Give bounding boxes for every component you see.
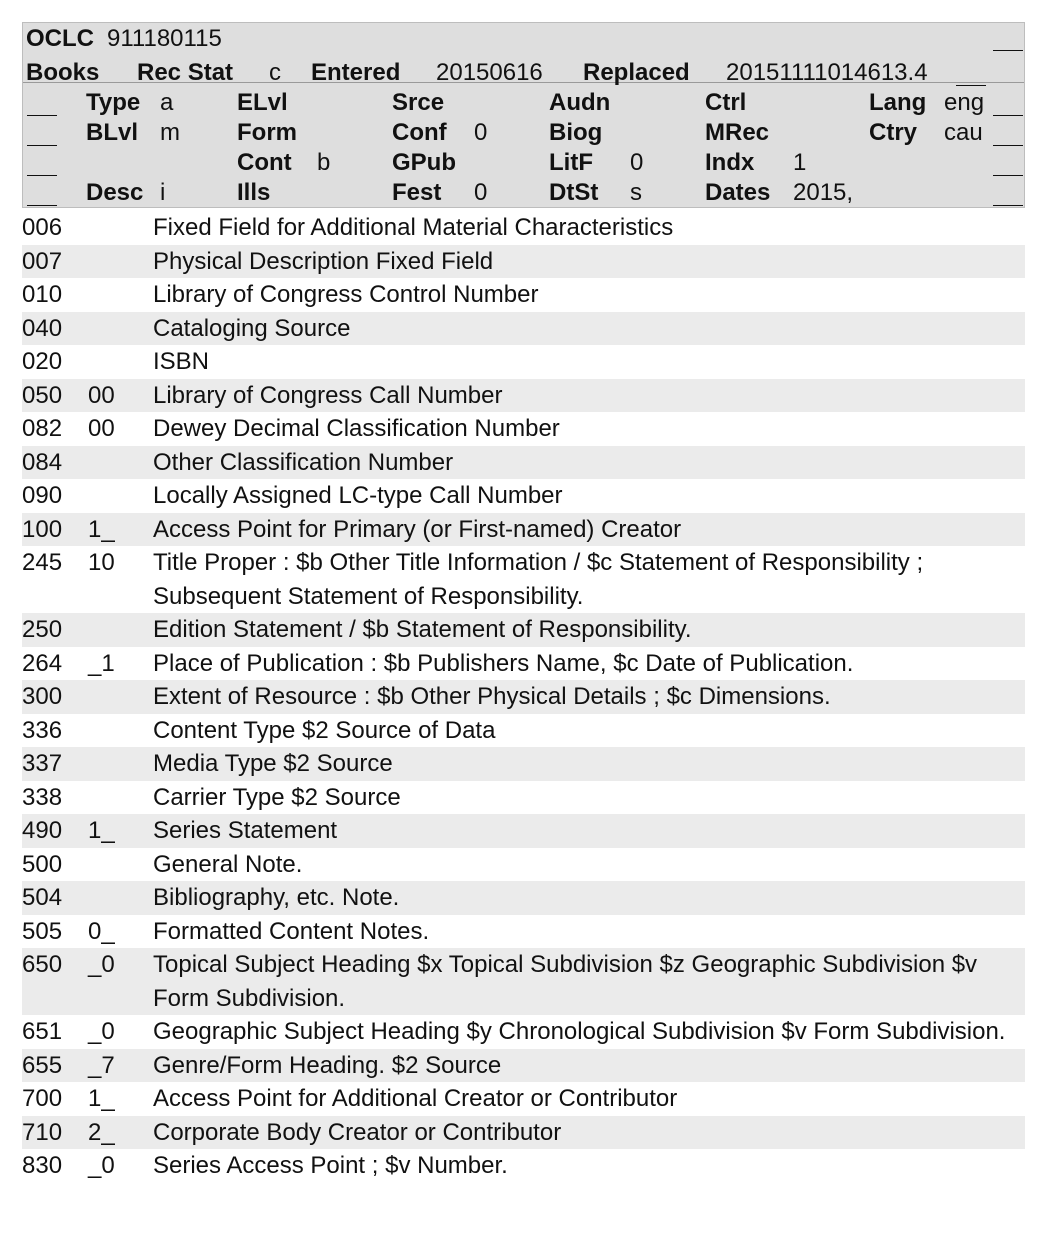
field-description: Access Point for Primary (or First-named) Creator [153, 515, 682, 543]
field-description: Fixed Field for Additional Material Characteristics [153, 214, 674, 241]
marc-field-row[interactable] [22, 1082, 1025, 1116]
blvl-value[interactable]: m [160, 119, 180, 146]
marc-field-row[interactable] [22, 379, 1025, 413]
field-indicators: 1_ [88, 817, 115, 844]
field-tag: 084 [22, 448, 63, 476]
blank-underline [27, 145, 57, 146]
oclc-label: OCLC [26, 25, 94, 52]
field-description: Bibliography, etc. Note. [153, 884, 400, 911]
field-tag: 336 [22, 716, 63, 744]
marc-field-row[interactable] [22, 1149, 1025, 1183]
conf-value[interactable]: 0 [474, 119, 488, 146]
marc-field-row[interactable] [22, 312, 1025, 346]
field-description: Extent of Resource : $b Other Physical Details ; $c Dimensions. [153, 683, 831, 710]
oclc-number: 911180115 [107, 25, 222, 52]
marc-field-row[interactable] [22, 546, 1025, 613]
field-description: Series Access Point ; $v Number. [153, 1152, 508, 1179]
ctry-value[interactable]: cau [944, 119, 983, 146]
marc-field-row[interactable] [22, 781, 1025, 815]
field-tag: 700 [22, 1085, 63, 1112]
marc-field-list [22, 211, 1025, 1183]
marc-field-row[interactable] [22, 479, 1025, 513]
blank-underline [27, 205, 57, 206]
field-tag: 500 [22, 850, 63, 878]
field-tag: 338 [22, 783, 63, 811]
field-indicators: 00 [88, 415, 115, 442]
blank-underline [956, 85, 986, 86]
form-label: Form [237, 119, 297, 146]
field-indicators: 1_ [88, 515, 115, 543]
replaced-value[interactable]: 20151111014613.4 [726, 59, 928, 86]
field-tag: 264 [22, 649, 63, 677]
field-indicators: 10 [88, 549, 115, 576]
field-tag: 650 [22, 951, 63, 978]
biog-label: Biog [549, 119, 603, 146]
field-tag: 505 [22, 917, 63, 945]
desc-label: Desc [86, 179, 144, 206]
marc-field-row[interactable] [22, 680, 1025, 714]
field-description: Dewey Decimal Classification Number [153, 415, 560, 442]
field-description: Series Statement [153, 817, 338, 844]
marc-field-row[interactable] [22, 1015, 1025, 1049]
marc-field-row[interactable] [22, 278, 1025, 312]
field-indicators: 0_ [88, 917, 115, 945]
ctry-label: Ctry [869, 119, 918, 146]
entered-label: Entered [311, 59, 401, 86]
srce-label: Srce [392, 89, 445, 116]
field-description: Carrier Type $2 Source [153, 783, 401, 811]
marc-field-row[interactable] [22, 412, 1025, 446]
field-tag: 651 [22, 1018, 63, 1045]
marc-field-row[interactable] [22, 613, 1025, 647]
marc-field-row[interactable] [22, 1049, 1025, 1083]
ills-label: Ills [237, 179, 271, 206]
desc-value[interactable]: i [160, 179, 166, 206]
field-description: ISBN [153, 348, 210, 375]
field-tag: 655 [22, 1051, 63, 1079]
marc-field-row[interactable] [22, 245, 1025, 279]
marc-field-row[interactable] [22, 513, 1025, 547]
field-tag: 250 [22, 616, 63, 643]
field-description: Cataloging Source [153, 314, 351, 342]
blank-underline [993, 115, 1023, 116]
field-tag: 082 [22, 415, 63, 442]
gpub-label: GPub [392, 149, 456, 176]
marc-field-row[interactable] [22, 647, 1025, 681]
litf-label: LitF [549, 149, 593, 176]
lang-value[interactable]: eng [944, 89, 985, 116]
dtst-label: DtSt [549, 179, 599, 206]
dtst-value[interactable]: s [630, 179, 642, 206]
field-indicators: _7 [88, 1051, 115, 1079]
type-label: Type [86, 89, 141, 116]
blank-underline [993, 175, 1023, 176]
field-tag: 090 [22, 482, 63, 509]
field-indicators: _1 [88, 649, 115, 677]
type-value[interactable]: a [160, 89, 174, 116]
rec-stat-value[interactable]: c [269, 59, 281, 86]
field-tag: 007 [22, 247, 63, 275]
field-description: Library of Congress Control Number [153, 281, 539, 308]
litf-value[interactable]: 0 [630, 149, 644, 176]
marc-field-row[interactable] [22, 211, 1025, 245]
marc-field-row[interactable] [22, 948, 1025, 1015]
field-tag: 100 [22, 515, 63, 543]
cont-label: Cont [237, 149, 292, 176]
field-description: Media Type $2 Source [153, 750, 393, 777]
field-tag: 040 [22, 314, 63, 342]
marc-field-row[interactable] [22, 345, 1025, 379]
marc-field-row[interactable] [22, 814, 1025, 848]
marc-field-row[interactable] [22, 881, 1025, 915]
ctrl-label: Ctrl [705, 89, 747, 116]
marc-field-row[interactable] [22, 446, 1025, 480]
blank-underline [993, 205, 1023, 206]
fixed-field-header [22, 22, 1025, 208]
field-description: General Note. [153, 850, 303, 878]
field-tag: 504 [22, 884, 63, 911]
indx-value[interactable]: 1 [793, 149, 807, 176]
field-tag: 710 [22, 1118, 63, 1146]
indx-label: Indx [705, 149, 755, 176]
field-description: Physical Description Fixed Field [153, 247, 494, 275]
field-tag: 050 [22, 381, 63, 409]
marc-field-row[interactable] [22, 915, 1025, 949]
field-description: Geographic Subject Heading $y Chronological Subdivision $v Form Subdivision. [153, 1018, 1006, 1045]
blvl-label: BLvl [86, 119, 139, 146]
field-tag: 830 [22, 1152, 63, 1179]
field-description: Library of Congress Call Number [153, 381, 503, 409]
field-indicators: 2_ [88, 1118, 115, 1146]
marc-field-row[interactable] [22, 1116, 1025, 1150]
marc-field-row[interactable] [22, 848, 1025, 882]
rec-stat-label: Rec Stat [137, 59, 234, 86]
field-tag: 300 [22, 683, 63, 710]
field-indicators: _0 [88, 1018, 115, 1045]
field-description: Formatted Content Notes. [153, 917, 430, 945]
cont-value[interactable]: b [317, 149, 331, 176]
field-description: Edition Statement / $b Statement of Responsibility. [153, 616, 692, 643]
field-description: Content Type $2 Source of Data [153, 716, 496, 744]
field-description: Genre/Form Heading. $2 Source [153, 1051, 502, 1079]
audn-label: Audn [549, 89, 611, 116]
field-indicators: _0 [88, 951, 115, 978]
field-indicators: 1_ [88, 1085, 115, 1112]
field-description: Place of Publication : $b Publishers Name, $c Date of Publication. [153, 649, 854, 677]
field-tag: 006 [22, 214, 63, 241]
marc-field-row[interactable] [22, 747, 1025, 781]
field-description: Topical Subject Heading $x Topical Subdivision $z Geographic Subdivision $v Form Subdivision. [153, 951, 978, 1012]
replaced-label: Replaced [583, 59, 690, 86]
field-tag: 245 [22, 549, 63, 576]
books-label: Books [26, 59, 100, 86]
field-description: Locally Assigned LC-type Call Number [153, 482, 563, 509]
field-description: Corporate Body Creator or Contributor [153, 1118, 562, 1146]
field-tag: 010 [22, 281, 63, 308]
dates-value[interactable]: 2015, [793, 179, 854, 206]
blank-underline [993, 145, 1023, 146]
entered-value[interactable]: 20150616 [436, 59, 543, 86]
field-description: Title Proper : $b Other Title Information / $c Statement of Responsibility ; Subsequent Statement of Responsibility. [153, 549, 924, 610]
field-description: Other Classification Number [153, 448, 454, 476]
marc-field-row[interactable] [22, 714, 1025, 748]
dates-label: Dates [705, 179, 771, 206]
mrec-label: MRec [705, 119, 770, 146]
elvl-label: ELvl [237, 89, 288, 116]
blank-underline [993, 50, 1023, 51]
field-tag: 490 [22, 817, 63, 844]
field-indicators: _0 [88, 1152, 115, 1179]
blank-underline [27, 175, 57, 176]
fest-label: Fest [392, 179, 442, 206]
field-indicators: 00 [88, 381, 115, 409]
fest-value[interactable]: 0 [474, 179, 488, 206]
blank-underline [27, 115, 57, 116]
field-tag: 020 [22, 348, 63, 375]
field-tag: 337 [22, 750, 63, 777]
field-description: Access Point for Additional Creator or Contributor [153, 1085, 678, 1112]
lang-label: Lang [869, 89, 927, 116]
conf-label: Conf [392, 119, 447, 146]
